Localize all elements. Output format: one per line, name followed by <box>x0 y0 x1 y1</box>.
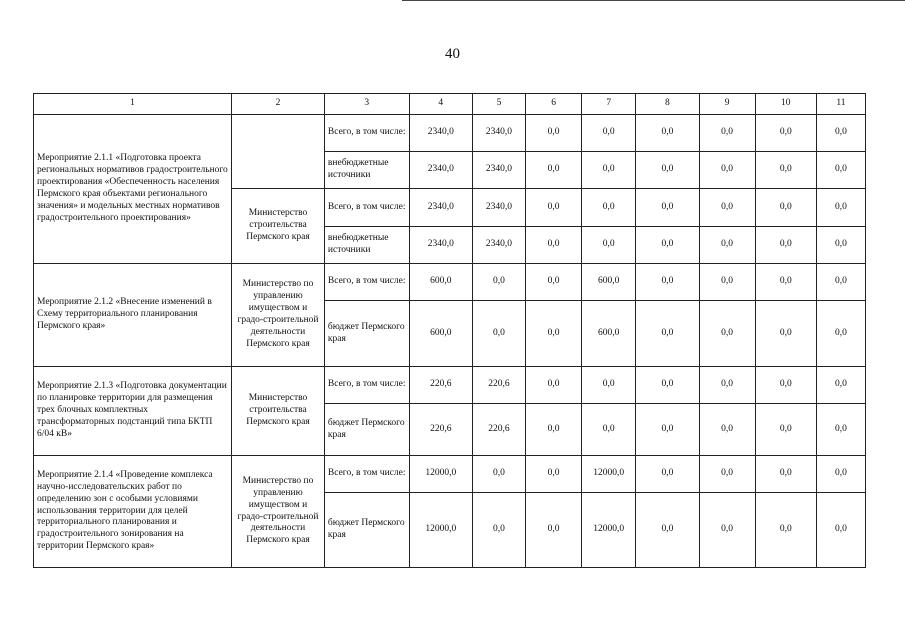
page-number: 40 <box>445 46 460 62</box>
table-row <box>34 456 866 493</box>
value-cell: 0,0 <box>636 264 699 301</box>
value-cell: 0,0 <box>816 189 865 227</box>
value-cell: 12000,0 <box>409 456 472 493</box>
funding-source: Всего, в том числе: <box>324 189 409 227</box>
value-cell: 0,0 <box>582 227 636 264</box>
value-cell: 0,0 <box>699 404 755 456</box>
value-cell: 0,0 <box>699 189 755 227</box>
value-cell: 0,0 <box>699 227 755 264</box>
measure-name: Мероприятие 2.1.4 «Проведение комплекса научно-исследовательских работ по определению зон с особыми условиями использования территории для целей территориального планирования и градостроительного зонирования на территории Пермского края» <box>34 456 232 568</box>
value-cell: 0,0 <box>699 115 755 152</box>
header-cell: 4 <box>409 94 472 115</box>
top-rule <box>402 0 905 1</box>
value-cell: 0,0 <box>755 227 816 264</box>
value-cell: 0,0 <box>636 301 699 367</box>
value-cell: 0,0 <box>755 367 816 404</box>
value-cell: 0,0 <box>755 493 816 568</box>
value-cell: 0,0 <box>755 404 816 456</box>
value-cell: 0,0 <box>636 404 699 456</box>
funding-source: Всего, в том числе: <box>324 115 409 152</box>
value-cell: 0,0 <box>816 264 865 301</box>
value-cell: 2340,0 <box>409 189 472 227</box>
value-cell: 0,0 <box>636 115 699 152</box>
value-cell: 2340,0 <box>472 189 525 227</box>
executor-cell: Министерство по управлению имуществом и градо-строительной деятельности Пермского края <box>232 456 325 568</box>
value-cell: 0,0 <box>582 152 636 189</box>
value-cell: 0,0 <box>699 493 755 568</box>
value-cell: 0,0 <box>526 456 582 493</box>
header-row <box>34 94 866 115</box>
funding-source: Всего, в том числе: <box>324 367 409 404</box>
value-cell: 0,0 <box>699 456 755 493</box>
value-cell: 0,0 <box>582 115 636 152</box>
value-cell: 0,0 <box>526 367 582 404</box>
table-row <box>34 115 866 152</box>
value-cell: 600,0 <box>409 301 472 367</box>
funding-source: внебюджетные источники <box>324 227 409 264</box>
measure-name: Мероприятие 2.1.3 «Подготовка документации по планировке территории для размещения трех блочных комплектных трансформаторных подстанций типа БКТП 6/04 кВ» <box>34 367 232 456</box>
value-cell: 0,0 <box>816 456 865 493</box>
value-cell: 2340,0 <box>472 115 525 152</box>
funding-source: бюджет Пермского края <box>324 493 409 568</box>
value-cell: 2340,0 <box>409 115 472 152</box>
header-cell: 3 <box>324 94 409 115</box>
funding-source: бюджет Пермского края <box>324 301 409 367</box>
executor-cell: Министерство по управлению имуществом и градо-строительной деятельности Пермского края <box>232 264 325 367</box>
value-cell: 0,0 <box>699 152 755 189</box>
value-cell: 0,0 <box>636 227 699 264</box>
value-cell: 12000,0 <box>582 493 636 568</box>
value-cell: 0,0 <box>816 152 865 189</box>
value-cell: 0,0 <box>472 264 525 301</box>
value-cell: 0,0 <box>526 189 582 227</box>
value-cell: 600,0 <box>582 264 636 301</box>
header-cell: 10 <box>755 94 816 115</box>
value-cell: 0,0 <box>636 152 699 189</box>
header-cell: 7 <box>582 94 636 115</box>
value-cell: 0,0 <box>526 301 582 367</box>
value-cell: 0,0 <box>636 367 699 404</box>
funding-source: бюджет Пермского края <box>324 404 409 456</box>
value-cell: 0,0 <box>816 227 865 264</box>
value-cell: 12000,0 <box>409 493 472 568</box>
value-cell: 0,0 <box>526 264 582 301</box>
value-cell: 220,6 <box>409 367 472 404</box>
value-cell: 0,0 <box>816 404 865 456</box>
value-cell: 0,0 <box>582 189 636 227</box>
value-cell: 0,0 <box>755 115 816 152</box>
funding-source: Всего, в том числе: <box>324 456 409 493</box>
header-cell: 5 <box>472 94 525 115</box>
value-cell: 0,0 <box>636 189 699 227</box>
value-cell: 220,6 <box>472 404 525 456</box>
value-cell: 0,0 <box>755 152 816 189</box>
value-cell: 0,0 <box>816 115 865 152</box>
value-cell: 0,0 <box>699 264 755 301</box>
funding-source: внебюджетные источники <box>324 152 409 189</box>
value-cell: 0,0 <box>755 264 816 301</box>
header-cell: 9 <box>699 94 755 115</box>
value-cell: 600,0 <box>582 301 636 367</box>
value-cell: 0,0 <box>755 301 816 367</box>
value-cell: 0,0 <box>816 367 865 404</box>
value-cell: 0,0 <box>472 301 525 367</box>
measure-name: Мероприятие 2.1.2 «Внесение изменений в Схему территориального планирования Пермского края» <box>34 264 232 367</box>
value-cell: 2340,0 <box>472 227 525 264</box>
value-cell: 0,0 <box>755 456 816 493</box>
value-cell: 0,0 <box>582 404 636 456</box>
value-cell: 220,6 <box>409 404 472 456</box>
value-cell: 2340,0 <box>409 227 472 264</box>
header-cell: 8 <box>636 94 699 115</box>
executor-cell: Министерство строительства Пермского края <box>232 189 325 264</box>
executor-cell: Министерство строительства Пермского края <box>232 367 325 456</box>
value-cell: 0,0 <box>636 493 699 568</box>
value-cell: 0,0 <box>816 493 865 568</box>
value-cell: 0,0 <box>526 404 582 456</box>
value-cell: 2340,0 <box>472 152 525 189</box>
funding-source: Всего, в том числе: <box>324 264 409 301</box>
value-cell: 0,0 <box>472 456 525 493</box>
value-cell: 0,0 <box>526 493 582 568</box>
value-cell: 12000,0 <box>582 456 636 493</box>
value-cell: 600,0 <box>409 264 472 301</box>
header-cell: 2 <box>232 94 325 115</box>
header-cell: 1 <box>34 94 232 115</box>
table-row <box>34 367 866 404</box>
table-row <box>34 264 866 301</box>
value-cell: 0,0 <box>472 493 525 568</box>
value-cell: 0,0 <box>636 456 699 493</box>
value-cell: 2340,0 <box>409 152 472 189</box>
value-cell: 0,0 <box>526 115 582 152</box>
header-cell: 11 <box>816 94 865 115</box>
value-cell: 0,0 <box>582 367 636 404</box>
value-cell: 0,0 <box>816 301 865 367</box>
value-cell: 220,6 <box>472 367 525 404</box>
measure-name: Мероприятие 2.1.1 «Подготовка проекта региональных нормативов градостроительного проектирования «Обеспеченность населения Пермского края объектами регионального значения» и модельных местных нормативов градостроительного проектирования» <box>34 115 232 264</box>
executor-cell <box>232 115 325 189</box>
value-cell: 0,0 <box>526 227 582 264</box>
value-cell: 0,0 <box>755 189 816 227</box>
value-cell: 0,0 <box>526 152 582 189</box>
budget-table <box>33 93 866 568</box>
header-cell: 6 <box>526 94 582 115</box>
value-cell: 0,0 <box>699 301 755 367</box>
value-cell: 0,0 <box>699 367 755 404</box>
